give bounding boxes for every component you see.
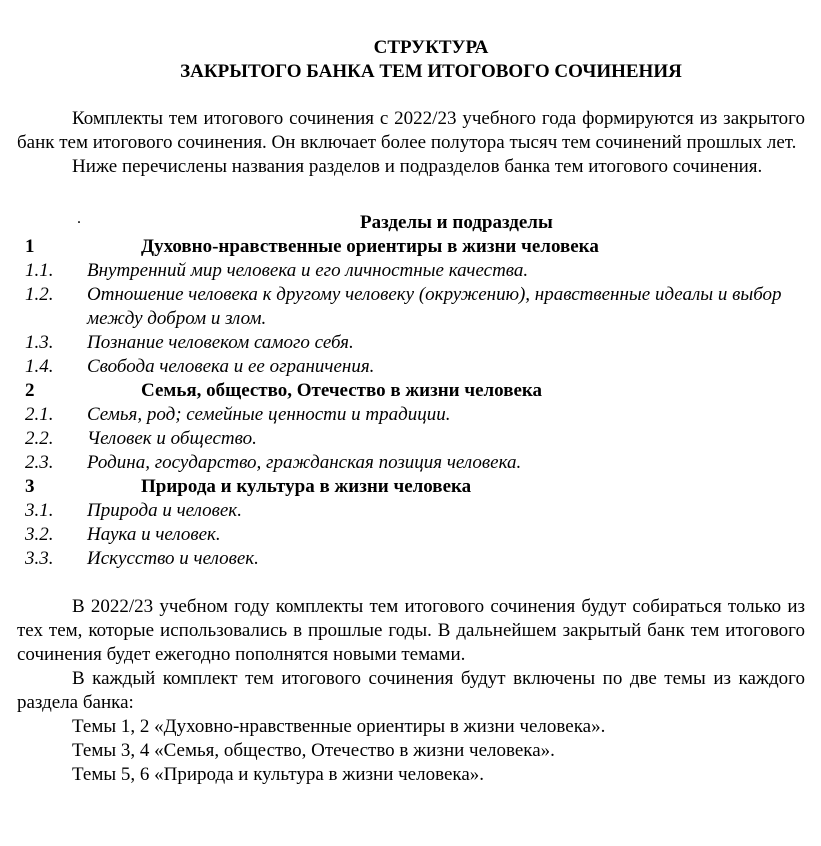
intro-section <box>17 107 805 179</box>
subsection-row <box>17 331 805 355</box>
subsection-number: 3.2. <box>25 524 54 545</box>
intro-paragraph-1: Комплекты тем итогового сочинения с 2022/23 учебного года формируются из закрытого банк тем итогового сочинения. Он включает более полутора тысяч тем сочинений прошлых лет. <box>17 108 805 153</box>
subsection-text: Познание человеком самого себя. <box>87 332 354 353</box>
outro-section <box>17 595 805 787</box>
subsection-text: Семья, род; семейные ценности и традиции. <box>87 404 451 425</box>
sections-heading: Разделы и подразделы <box>360 212 553 233</box>
subsection-text: Искусство и человек. <box>87 548 259 569</box>
outro-paragraph-2: В каждый комплект тем итогового сочинения будут включены по две темы из каждого раздела банка: <box>17 668 805 713</box>
section-number: 3 <box>25 476 35 497</box>
outro-paragraph-1: В 2022/23 учебном году комплекты тем итогового сочинения будут собираться только из тех тем, которые использовались в прошлые годы. В дальнейшем закрытый банк тем итогового сочинения будет ежегодно пополнятся новыми темами. <box>17 596 805 665</box>
section-title: Семья, общество, Отечество в жизни человека <box>141 380 543 401</box>
section-number: 2 <box>25 380 35 401</box>
subsection-text: Свобода человека и ее ограничения. <box>87 356 375 377</box>
section-title: Духовно-нравственные ориентиры в жизни человека <box>141 236 599 257</box>
intro-paragraph-2: Ниже перечислены названия разделов и подразделов банка тем итогового сочинения. <box>72 156 763 177</box>
subsection-row <box>17 259 805 283</box>
subsection-text: Человек и общество. <box>87 428 257 449</box>
subsection-number: 1.1. <box>25 260 54 281</box>
stray-mark: . <box>77 210 81 227</box>
document-title <box>57 36 805 84</box>
subsection-row <box>17 355 805 379</box>
sections-list <box>17 235 805 571</box>
subsection-number: 2.3. <box>25 452 54 473</box>
section-row <box>17 475 805 499</box>
subsection-number: 1.4. <box>25 356 54 377</box>
subsection-row <box>17 451 805 475</box>
subsection-number: 1.2. <box>25 284 54 305</box>
sections-heading-row <box>17 211 805 235</box>
subsection-text: Отношение человека к другому человеку (окружению), нравственные идеалы и выбор между добром и злом. <box>87 284 782 329</box>
subsection-row <box>17 403 805 427</box>
topic-pair-line: Темы 5, 6 «Природа и культура в жизни человека». <box>72 764 484 785</box>
section-row <box>17 379 805 403</box>
subsection-row <box>17 427 805 451</box>
section-title: Природа и культура в жизни человека <box>141 476 472 497</box>
subsection-number: 1.3. <box>25 332 54 353</box>
section-row <box>17 235 805 259</box>
subsection-text: Родина, государство, гражданская позиция человека. <box>87 452 522 473</box>
title-line-1: СТРУКТУРА <box>373 37 489 58</box>
title-line-2: ЗАКРЫТОГО БАНКА ТЕМ ИТОГОВОГО СОЧИНЕНИЯ <box>180 61 682 82</box>
subsection-number: 2.2. <box>25 428 54 449</box>
subsection-row <box>17 283 805 331</box>
subsection-row <box>17 523 805 547</box>
topic-pair-line: Темы 3, 4 «Семья, общество, Отечество в жизни человека». <box>72 740 555 761</box>
topic-pair-line: Темы 1, 2 «Духовно-нравственные ориентиры в жизни человека». <box>72 716 606 737</box>
subsection-number: 3.1. <box>25 500 54 521</box>
subsection-text: Природа и человек. <box>87 500 242 521</box>
subsection-number: 2.1. <box>25 404 54 425</box>
subsection-number: 3.3. <box>25 548 54 569</box>
subsection-row <box>17 547 805 571</box>
subsection-text: Наука и человек. <box>87 524 221 545</box>
section-number: 1 <box>25 236 35 257</box>
subsection-row <box>17 499 805 523</box>
subsection-text: Внутренний мир человека и его личностные качества. <box>87 260 529 281</box>
document-page <box>17 36 805 787</box>
